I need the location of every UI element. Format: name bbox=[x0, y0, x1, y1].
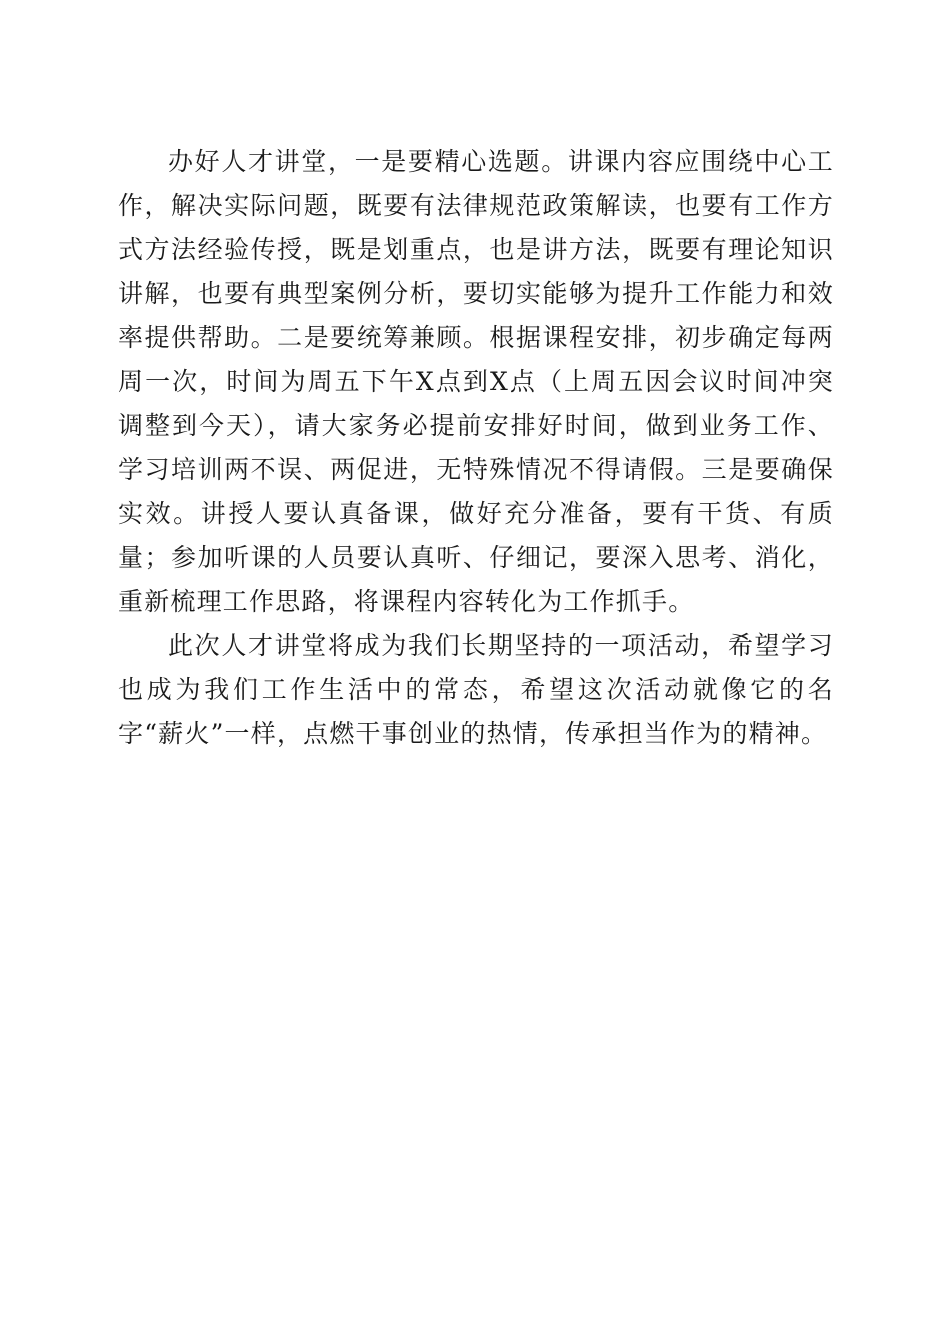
document-body bbox=[118, 140, 834, 756]
paragraph-talent-lecture-requirements: 办好人才讲堂，一是要精心选题。讲课内容应围绕中心工作，解决实际问题，既要有法律规范政策解读，也要有工作方式方法经验传授，既是划重点，也是讲方法，既要有理论知识讲解，也要有典型案例分析，要切实能够为提升工作能力和效率提供帮助。二是要统筹兼顾。根据课程安排，初步确定每两周一次，时间为周五下午X点到X点（上周五因会议时间冲突调整到今天），请大家务必提前安排好时间，做到业务工作、学习培训两不误、两促进，无特殊情况不得请假。三是要确保实效。讲授人要认真备课，做好充分准备，要有干货、有质量；参加听课的人员要认真听、仔细记，要深入思考、消化，重新梳理工作思路，将课程内容转化为工作抓手。 bbox=[118, 147, 834, 616]
paragraph-closing-remarks: 此次人才讲堂将成为我们长期坚持的一项活动，希望学习也成为我们工作生活中的常态，希望这次活动就像它的名字“薪火”一样，点燃干事创业的热情，传承担当作为的精神。 bbox=[118, 631, 834, 748]
